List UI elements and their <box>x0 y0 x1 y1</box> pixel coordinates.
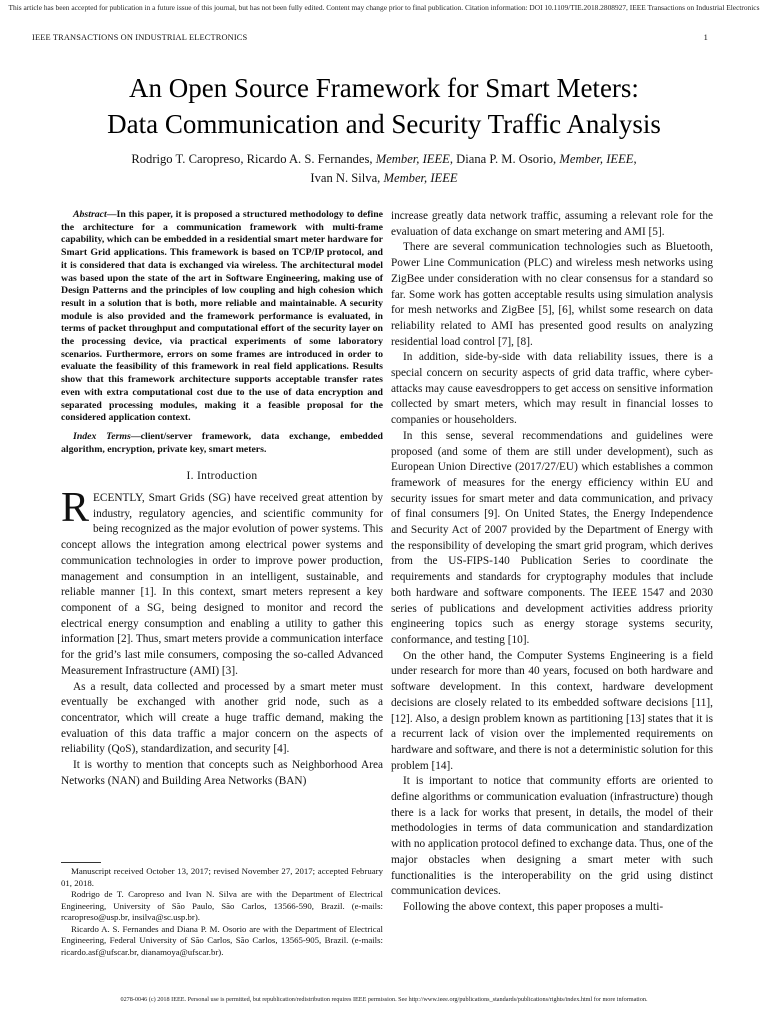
journal-name: IEEE TRANSACTIONS ON INDUSTRIAL ELECTRONICS <box>32 33 248 42</box>
author-line-1 <box>0 150 768 169</box>
abstract <box>61 209 383 425</box>
page-number: 1 <box>703 33 708 42</box>
intro-paragraph-3: It is worthy to mention that concepts such as Neighborhood Area Networks (NAN) and Building Area Networks (BAN) <box>61 759 383 787</box>
paper-title <box>0 70 768 142</box>
author-names-3: Ivan N. Silva, <box>310 171 384 185</box>
author-list <box>0 150 768 188</box>
right-paragraph-1: increase greatly data network traffic, assuming a relevant role for the evaluation of data exchange on smart metering and AMI [5]. <box>391 210 713 238</box>
copyright-footer: 0278-0046 (c) 2018 IEEE. Personal use is permitted, but republication/redistribution requires IEEE permission. See http://www.ieee.org/publications_standards/publications/rights/index.html for more information. <box>120 996 648 1003</box>
footnotes <box>61 866 383 958</box>
index-terms-text: —client/server framework, data exchange, embedded algorithm, encryption, private key, smart meters. <box>61 430 383 455</box>
member-ieee-1: Member, IEEE <box>375 152 450 166</box>
right-paragraph-3: In addition, side-by-side with data reliability issues, there is a special concern on security aspects of grid data traffic, where cyber-attacks may cause eavesdroppers to get access on sensitive information collected by smart meters, which may result in financial losses to companies or householders. <box>391 351 713 427</box>
footnote-affiliation-1: Rodrigo de T. Caropreso and Ivan N. Silva are with the Department of Electrical Engineering, University of São Paulo, São Carlos, 13566-590, Brazil. (e-mails: rcaropreso@usp.br, insilva@sc.usp.br). <box>61 889 383 922</box>
footnote-manuscript: Manuscript received October 13, 2017; revised November 27, 2017; accepted February 01, 2018. <box>61 866 383 888</box>
drop-cap: R <box>61 485 90 532</box>
author-names-1: Rodrigo T. Caropreso, Ricardo A. S. Fernandes, <box>131 152 376 166</box>
member-ieee-3: Member, IEEE <box>383 171 458 185</box>
abstract-lead: Abstract <box>73 209 107 220</box>
right-paragraph-6: It is important to notice that community efforts are oriented to define algorithms or communication evaluation (infrastructure) though there is a lack for works that present, in details, the model of their methodologies in terms of data communication and standardization with no application protocol defined to exchange data. Thus, one of the major obstacles when designing a smart meter with such functionalities is the interoperability on the grid using distinct communication devices. <box>391 775 713 898</box>
author-line-2 <box>0 169 768 188</box>
right-paragraph-2: There are several communication technologies such as Bluetooth, Power Line Communication (PLC) and wireless mesh networks using ZigBee under consideration with no clear consensus for a standard so far. Some work has gotten acceptable results using simulation analysis for mesh networks and ZigBee [5], [6], whilst some research on data reliability related to AMI has presented good results on analyzing residential load control [7], [8]. <box>391 241 713 348</box>
title-line-2: Data Communication and Security Traffic Analysis <box>107 109 661 139</box>
abstract-text: —In this paper, it is proposed a structured methodology to define the architecture for a communication framework with multi-frame capability, which can be embedded in a residential smart meter hardware for Smart Grid applications. This framework is based on TCP/IP protocol, and it is considered that data is exchanged via wireless. The architectural model was based upon the state of the art in Software Engineering, making use of Design Patterns and the principles of low coupling and high cohesion which result in a solution that is both, more reliable and maintainable. A security module is also provided and the framework performance is evaluated, in terms of packet throughput and computational effort of the security layer on the processing device, via practical experiments of some laboratory scenarios. Furthermore, errors on some frames are introduced in order to evaluate the feasibility of this framework in real field applications. Results show that this framework architecture supports acceptable transfer rates even with extra computational cost due to the use of data encryption and separated processing modules, making it a feasible proposal for the considered application context. <box>61 209 383 424</box>
footnote-rule <box>61 862 101 863</box>
title-line-1: An Open Source Framework for Smart Meters: <box>129 73 639 103</box>
intro-paragraph-1 <box>61 485 383 679</box>
intro-paragraph-1-text: ECENTLY, Smart Grids (SG) have received great attention by industry, regulatory agencies, and scientific community for being recognized as the major evolution of power systems. This concept allows the integration among electrical power systems and communication technologies in order to improve power production, management and consumption in an intelligent, sustainable, and reliable manner [1]. In this context, smart meters represent a key component of a SG, being designed to monitor and record the electrical energy consumption and enabling a utility to gather this information [2]. Thus, smart meters provide a communication interface for the grid’s last mile consumers, composing the so-called Advanced Measurement Infrastructure (AMI) [3]. <box>61 492 383 677</box>
running-head <box>32 33 708 42</box>
intro-paragraph-2: As a result, data collected and processed by a smart meter must eventually be exchanged with another grid node, such as a concentrator, which will create a huge traffic demand, making the evaluation of this data traffic a major concern on the aspects of reliability (QoS), standardization, and security [4]. <box>61 680 383 756</box>
author-sep-1: , Diana P. M. Osorio, <box>449 152 560 166</box>
footnote-affiliation-2: Ricardo A. S. Fernandes and Diana P. M. Osorio are with the Department of Electrical Engineering, Federal University of São Carlos, São Carlos, 13565-905, Brazil. (e-mails: ricardo.asf@ufscar.br, dianamoya@ufscar.br). <box>61 923 383 957</box>
right-paragraph-7: Following the above context, this paper proposes a multi- <box>403 900 664 913</box>
author-sep-2: , <box>633 152 637 166</box>
right-paragraph-4: In this sense, several recommendations and guidelines were proposed (and some of them are still under development), such as European Union Directive (2017/27/EU) which establishes a common framework of measures for the energy efficiency within EU and security issues for smart meter and data communication, and privacy of final consumers [9]. On United States, the Energy Independence and Security Act of 2007 provided by the Department of Energy with the responsibility of developing the smart grid program, which derives from the US-FIPS-140 Publication Series to coordinate the requirements and standards for cryptography modules that include both hardware and software components. The IEEE 1547 and 2030 series of publications and development activities address priority engineering topics such as energy storage systems security, conformance, and testing [10]. <box>391 429 713 646</box>
left-column <box>61 209 383 789</box>
publication-notice: This article has been accepted for publication in a future issue of this journal, but has not been fully edited. Content may change prior to final publication. Citation information: DOI 10.1109/TIE.2018.2808927, IEEE Transactions on Industrial Electronics <box>8 3 760 12</box>
index-terms-lead: Index Terms <box>73 430 131 442</box>
member-ieee-2: Member, IEEE <box>559 152 634 166</box>
index-terms <box>61 431 383 456</box>
section-heading: I. Introduction <box>186 470 258 483</box>
right-column <box>391 209 713 916</box>
right-paragraph-5: On the other hand, the Computer Systems Engineering is a field under research for more than 40 years, focused on both hardware and software development. In this context, hardware development decisions are closely related to its embedded software decisions [11], [12]. Also, a design problem known as partitioning [13] states that it is a recurrent lack of vision over the implemented requirements on hardware and software, and there is not a deterministic solution for this problem [14]. <box>391 649 713 772</box>
